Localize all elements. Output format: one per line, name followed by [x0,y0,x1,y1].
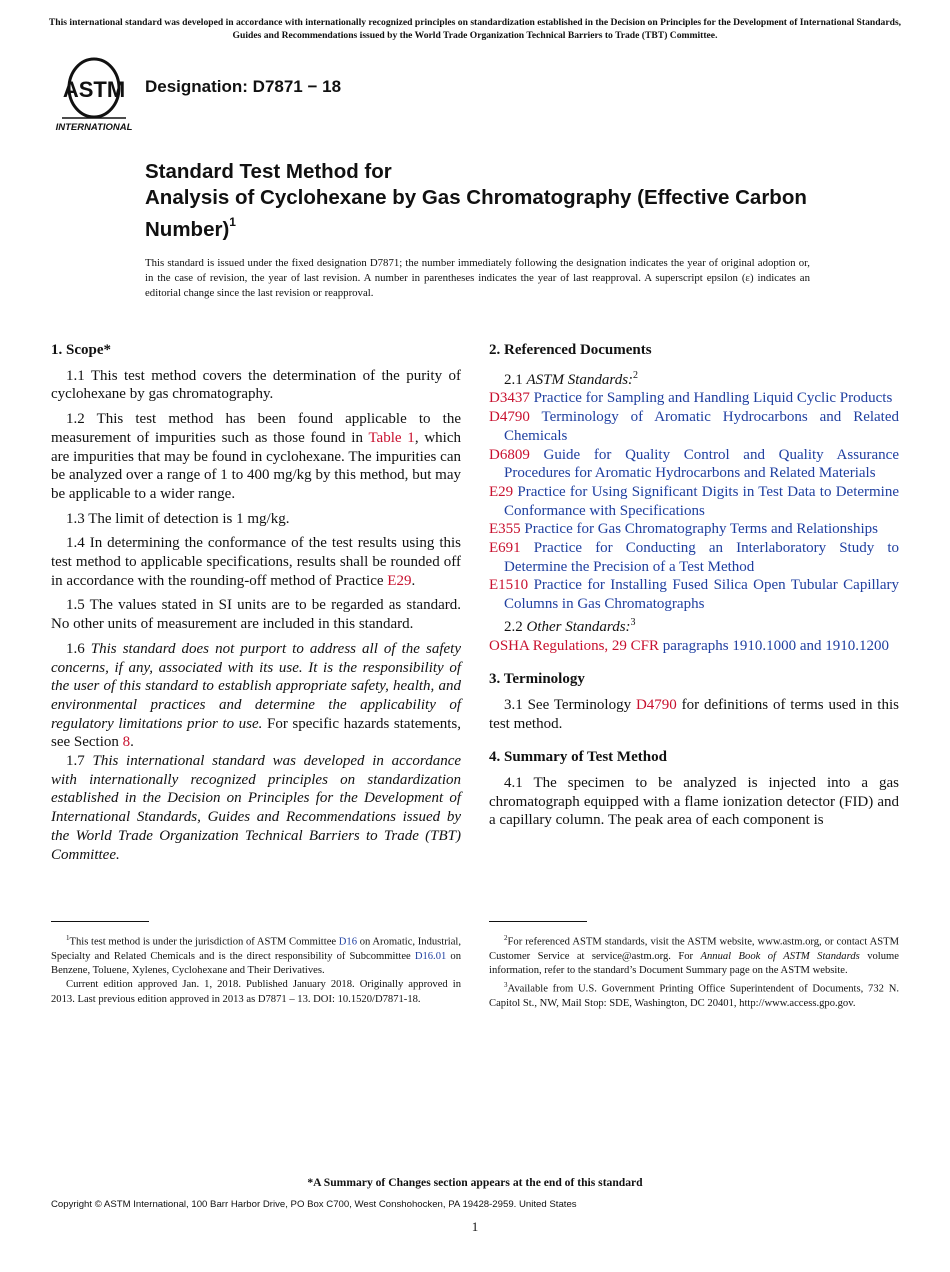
right-column [489,341,899,836]
para-1-7: 1.7 This international standard was developed in accordance with internationally recognized principles on standardization established in the Decision on Principles for the Development of International Standards, Guides and Recommendations issued by the World Trade Organization Technical Barriers to Trade (TBT) Committee. [51,753,462,863]
title-line-2: Analysis of Cyclohexane by Gas Chromatography (Effective Carbon Number)$^1$ [145,186,807,241]
top-notice: This international standard was developed in accordance with internationally recognized principles on standardization established in the Decision on Principles for the Development of International Standards, Guides and Recommendations issued by the World Trade Organization Technical Barriers to Trade (TBT) Committee. [48,17,902,41]
para-1-1: 1.1 This test method covers the determination of the purity of cyclohexane by gas chromatography. [51,367,461,403]
copyright: Copyright © ASTM International, 100 Barr Harbor Drive, PO Box C700, West Conshohocken, PA 19428-2959. United States [51,1199,577,1210]
summary-of-changes-note: *A Summary of Changes section appears at the end of this standard [307,1176,643,1189]
logo-text: ASTM [62,77,126,102]
ref-item[interactable]: D6809 Guide for Quality Control and Quality Assurance Procedures for Aromatic Hydrocarbons and Related Materials [489,446,899,482]
para-1-4: 1.4 In determining the conformance of the test results using this test method to applicable specifications, results shall be rounded off in accordance with the rounding-off method of Practice E29. [51,535,461,589]
d16-01-link[interactable]: D16.01 [414,950,447,962]
d4790-link[interactable]: D4790 [635,696,677,713]
astm-standards-label: 2.1 ASTM Standards:$^2$ [504,369,639,388]
section-8-link[interactable]: 8 [122,734,131,751]
d16-link[interactable]: D16 [338,936,358,948]
section-scope-heading: 1. Scope* [51,342,111,358]
other-standards-label: 2.2 Other Standards:$^3$ [504,616,636,635]
ref-item[interactable]: D4790 Terminology of Aromatic Hydrocarbons and Related Chemicals [489,409,900,444]
para-1-5: 1.5 The values stated in SI units are to be regarded as standard. No other units of measurement are included in this standard. [51,597,461,633]
designation: Designation: D7871 − 18 [145,77,342,96]
footnote-3: $^3$Available from U.S. Government Printing Office Superintendent of Documents, 732 N. Capitol St., NW, Mail Stop: SDE, Washington, DC 20401, http://www.access.gpo.gov. [489,981,899,1010]
ref-item[interactable]: E691 Practice for Conducting an Interlaboratory Study to Determine the Precision of a Test Method [489,540,899,575]
issued-note: This standard is issued under the fixed designation D7871; the number immediately following the designation indicates the year of original adoption or, in the case of revision, the year of last revision. A number in parentheses indicates the year of last reapproval. A superscript epsilon (ε) indicates an editorial change since the last revision or reapproval. [145,257,810,299]
ref-item[interactable]: E355 Practice for Gas Chromatography Terms and Relationships [489,521,879,538]
footnote-2: $^2$For referenced ASTM standards, visit the ASTM website, www.astm.org, or contact ASTM Customer Service at service@astm.org. For Annual Book of ASTM Standards volume information, refer to the standard’s Document Summary page on the ASTM website. [489,934,899,977]
para-1-3: 1.3 The limit of detection is 1 mg/kg. [66,510,290,527]
osha-ref-item[interactable]: OSHA Regulations, 29 CFR paragraphs 1910.1000 and 1910.1200 [489,637,889,654]
ref-item[interactable]: D3437 Practice for Sampling and Handling Liquid Cyclic Products [489,390,893,407]
para-3-1: 3.1 See Terminology D4790 for definitions of terms used in this test method. [489,696,899,732]
ref-item[interactable]: E1510 Practice for Installing Fused Silica Open Tubular Capillary Columns in Gas Chromatographs [489,577,899,613]
para-1-6: 1.6 This standard does not purport to address all of the safety concerns, if any, associated with its use. It is the responsibility of the user of this standard to establish appropriate safety, health, and environmental practices and determine the applicability of regulatory limitations prior to use. For specific hazards statements, see Section 8. [51,640,461,751]
footnote-rule-right [489,921,587,922]
page-title [145,159,845,243]
footnotes-right [489,931,899,1012]
section-terminology-heading: 3. Terminology [489,671,585,688]
title-line-1: Standard Test Method for [145,160,392,183]
ref-item[interactable]: E29 Practice for Using Significant Digits in Test Data to Determine Conformance with Specifications [489,483,900,519]
page-number: 1 [471,1219,479,1234]
footnotes-left [51,931,461,1007]
astm-logo-icon [52,56,136,134]
footnote-edition: Current edition approved Jan. 1, 2018. Published January 2018. Originally approved in 2013. Last previous edition approved in 2013 as D7871 – 13. DOI: 10.1520/D7871-18. [51,979,461,1005]
e29-link[interactable]: E29 [387,572,412,589]
para-4-1: 4.1 The specimen to be analyzed is injected into a gas chromatograph equipped with a flame ionization detector (FID) and a capillary column. The peak area of each component is [489,775,899,829]
footnote-rule-left [51,921,149,922]
astm-logo [52,56,136,134]
footnote-1: $^1$This test method is under the jurisdiction of ASTM Committee D16 on Aromatic, Industrial, Specialty and Related Chemicals and is the direct responsibility of Subcommittee D16.01 on Benzene, Toluene, Xylenes, Cyclohexane and Their Derivatives. [51,934,461,977]
section-referenced-heading: 2. Referenced Documents [489,342,652,358]
table-1-link[interactable]: Table 1 [368,429,415,446]
para-1-2: 1.2 This test method has been found applicable to the measurement of impurities such as those found in Table 1, which are impurities that may be found in cyclohexane. The impurities can be analyzed over a range of 1 to 400 mg/kg by this method, but may be applicable to a wider range. [51,411,461,502]
section-summary-heading: 4. Summary of Test Method [489,749,667,766]
title-footnote-mark: 1 [229,215,236,229]
left-column [51,341,461,870]
logo-subtext: INTERNATIONAL [55,122,133,133]
